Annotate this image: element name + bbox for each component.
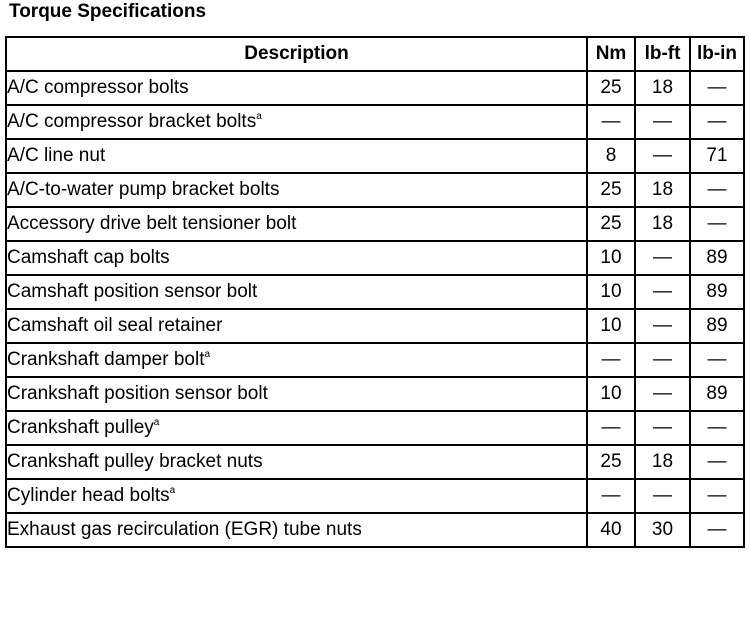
column-header-lbin: lb-in [690,37,744,71]
description-text: Crankshaft pulley bracket nuts [7,451,263,472]
footnote-marker: a [204,349,211,360]
nm-cell: — [587,479,635,513]
table-row [6,411,744,445]
footnote-marker: a [169,485,176,496]
lbin-cell: — [690,513,744,547]
table-row [6,479,744,513]
description-cell [6,105,587,139]
description-text: A/C line nut [7,145,106,166]
page-title: Torque Specifications [9,1,207,22]
nm-cell: 25 [587,71,635,105]
lbin-cell: — [690,343,744,377]
lbft-cell: 18 [635,207,690,241]
description-cell [6,309,587,343]
table-row [6,71,744,105]
table-row [6,139,744,173]
description-cell [6,275,587,309]
description-cell [6,411,587,445]
lbin-cell: 89 [690,377,744,411]
description-cell [6,173,587,207]
description-cell [6,479,587,513]
nm-cell: 25 [587,445,635,479]
description-text: Cylinder head bolts [7,485,170,506]
column-header-lbft: lb-ft [635,37,690,71]
nm-cell: 25 [587,173,635,207]
lbin-cell: — [690,71,744,105]
table-row [6,275,744,309]
footnote-marker: a [153,417,160,428]
table-row [6,173,744,207]
table-row [6,309,744,343]
nm-cell: 25 [587,207,635,241]
lbin-cell: 71 [690,139,744,173]
description-cell [6,343,587,377]
nm-cell: 10 [587,377,635,411]
column-header-nm: Nm [587,37,635,71]
lbft-cell: — [635,105,690,139]
table-body [6,71,744,547]
lbft-cell: — [635,411,690,445]
header-row [6,37,744,71]
lbft-cell: — [635,343,690,377]
description-cell [6,241,587,275]
description-cell [6,139,587,173]
table-row [6,105,744,139]
description-text: A/C compressor bolts [7,77,189,98]
description-text: Exhaust gas recirculation (EGR) tube nuts [7,519,362,540]
lbft-cell: — [635,309,690,343]
lbin-cell: — [690,445,744,479]
nm-cell: 8 [587,139,635,173]
description-text: Camshaft oil seal retainer [7,315,223,336]
description-cell [6,71,587,105]
description-text: Camshaft position sensor bolt [7,281,258,302]
description-text: Crankshaft damper bolt [7,349,205,370]
nm-cell: 10 [587,275,635,309]
description-text: A/C-to-water pump bracket bolts [7,179,280,200]
nm-cell: 10 [587,309,635,343]
lbin-cell: — [690,207,744,241]
lbin-cell: — [690,411,744,445]
table-row [6,207,744,241]
footnote-marker: a [256,111,262,122]
nm-cell: — [587,343,635,377]
description-text: Crankshaft position sensor bolt [7,383,268,404]
nm-cell: — [587,411,635,445]
description-cell [6,513,587,547]
lbft-cell: 30 [635,513,690,547]
description-text: Camshaft cap bolts [7,247,170,268]
nm-cell: — [587,105,635,139]
nm-cell: 40 [587,513,635,547]
lbin-cell: 89 [690,241,744,275]
lbft-cell: 18 [635,445,690,479]
description-cell [6,377,587,411]
lbft-cell: 18 [635,173,690,207]
description-text: Crankshaft pulley [7,417,154,438]
lbin-cell: — [690,105,744,139]
description-cell [6,445,587,479]
table-row [6,343,744,377]
lbft-cell: — [635,275,690,309]
lbft-cell: — [635,377,690,411]
table-row [6,513,744,547]
lbin-cell: — [690,173,744,207]
lbin-cell: 89 [690,275,744,309]
nm-cell: 10 [587,241,635,275]
column-header-description: Description [6,37,587,71]
lbft-cell: 18 [635,71,690,105]
lbft-cell: — [635,241,690,275]
description-text: A/C compressor bracket bolts [7,111,257,132]
table-row [6,377,744,411]
table-row [6,445,744,479]
description-cell [6,207,587,241]
torque-spec-table [5,36,745,548]
lbin-cell: — [690,479,744,513]
lbft-cell: — [635,479,690,513]
table-row [6,241,744,275]
lbft-cell: — [635,139,690,173]
description-text: Accessory drive belt tensioner bolt [7,213,297,234]
lbin-cell: 89 [690,309,744,343]
